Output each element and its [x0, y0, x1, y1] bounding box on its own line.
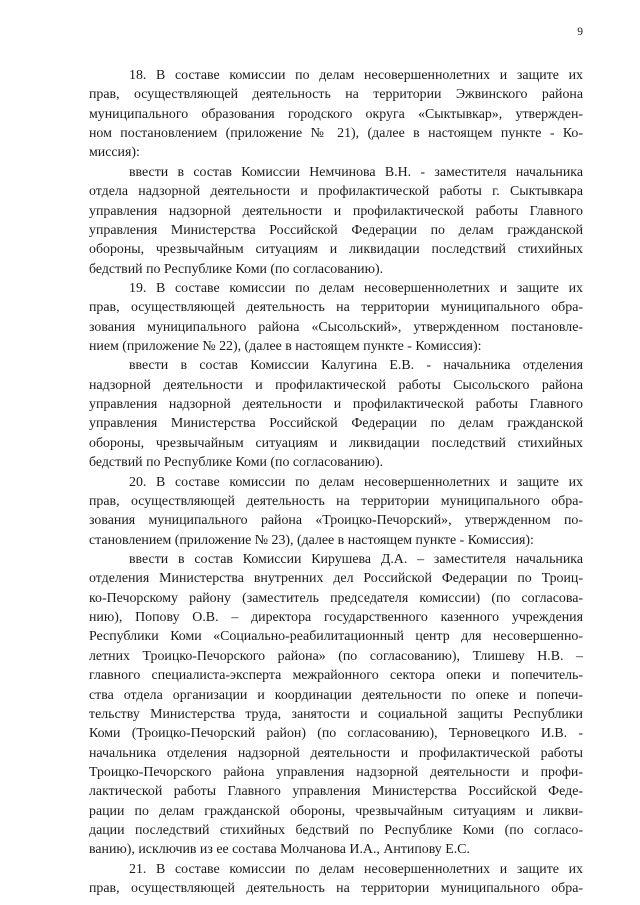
text-line: обороны, чрезвычайным ситуациям и ликвидации последствий стихийных [89, 435, 583, 451]
text-line: управления надзорной деятельности и профилактической работы Главного [89, 397, 583, 413]
text-line: Республики Коми «Социально-реабилитационный центр для несовершенно- [89, 629, 583, 645]
text-line: Коми (Троицко-Печорский район) (по согласованию), Терновецкого И.В. - [89, 726, 583, 742]
text-line: нием (приложение № 22), (далее в настоящем пункте - Комиссия): [89, 339, 482, 355]
text-line: муниципального образования городского округа «Сыктывкар», утвержден- [89, 106, 583, 122]
text-line: летних Троицко-Печорского района» (по согласованию), Тлишеву Н.В. – [89, 648, 583, 664]
text-line: управления Министерства Российской Федерации по делам гражданской [89, 416, 583, 432]
text-line: ко-Печорскому району (заместитель председателя комиссии) (по согласова- [89, 590, 583, 606]
text-line: бедствий по Республике Коми (по согласованию). [89, 455, 384, 471]
text-line: рации по делам гражданской обороны, чрезвычайным ситуациям и ликви- [89, 803, 583, 819]
text-line: ном постановлением (приложение № 21), (далее в настоящем пункте - Ко- [89, 126, 583, 142]
text-line: нию), Попову О.В. – директора государственного казенного учреждения [89, 610, 583, 626]
text-line: прав, осуществляющей деятельность на территории муниципального обра- [89, 300, 583, 316]
text-line: лактической работы Главного управления Министерства Российской Феде- [89, 784, 583, 800]
text-line: обороны, чрезвычайным ситуациям и ликвидации последствий стихийных [89, 242, 583, 258]
text-line: бедствий по Республике Коми (по согласованию). [89, 261, 384, 277]
text-line: надзорной деятельности и профилактической работы Сысольского района [89, 377, 583, 393]
text-line: 20. В составе комиссии по делам несовершеннолетних и защите их [129, 474, 583, 490]
text-line: зования муниципального района «Сысольский», утвержденном постановле- [89, 319, 583, 335]
text-line: Троицко-Печорского района управления надзорной деятельности и профи- [89, 764, 583, 780]
text-line: ввести в состав Комиссии Кирушева Д.А. – заместителя начальника [129, 551, 583, 567]
text-line: ввести в состав Комиссии Немчинова В.Н. - заместителя начальника [129, 164, 583, 180]
text-line: тельству Министерства труда, занятости и социальной защиты Республики [89, 706, 583, 722]
text-line: дации последствий стихийных бедствий по Республике Коми (по согласо- [89, 823, 583, 839]
text-line: становлением (приложение № 23), (далее в настоящем пункте - Комиссия): [89, 532, 534, 548]
text-line: прав, осуществляющей деятельность на территории муниципального обра- [89, 493, 583, 509]
text-line: начальника отделения надзорной деятельности и профилактической работы [89, 745, 583, 761]
text-line: отдела надзорной деятельности и профилактической работы г. Сыктывкара [89, 184, 583, 200]
page-number: 9 [577, 26, 583, 38]
text-line: управления Министерства Российской Федерации по делам гражданской [89, 222, 583, 238]
text-line: ввести в состав Комиссии Калугина Е.В. - начальника отделения [129, 358, 583, 374]
text-line: 21. В составе комиссии по делам несовершеннолетних и защите их [129, 861, 583, 877]
text-line: 19. В составе комиссии по делам несовершеннолетних и защите их [129, 280, 583, 296]
text-line: миссия): [89, 145, 140, 161]
text-line: главного специалиста-эксперта межрайонного сектора опеки и попечитель- [89, 668, 583, 684]
text-line: 18. В составе комиссии по делам несовершеннолетних и защите их [129, 68, 583, 83]
text-line: прав, осуществляющей деятельность на территории муниципального обра- [89, 881, 583, 897]
text-line: ства отдела организации и координации деятельности по опеке и попечи- [89, 687, 583, 703]
text-line: управления надзорной деятельности и профилактической работы Главного [89, 203, 583, 219]
body-text [89, 66, 583, 898]
text-line: прав, осуществляющей деятельность на территории Эжвинского района [89, 87, 583, 103]
text-line: отделения Министерства внутренних дел Российской Федерации по Троиц- [89, 571, 583, 587]
text-line: ванию), исключив из ее состава Молчанова И.А., Антипову Е.С. [89, 842, 470, 858]
text-line: зования муниципального района «Троицко-Печорский», утвержденном по- [89, 513, 583, 529]
